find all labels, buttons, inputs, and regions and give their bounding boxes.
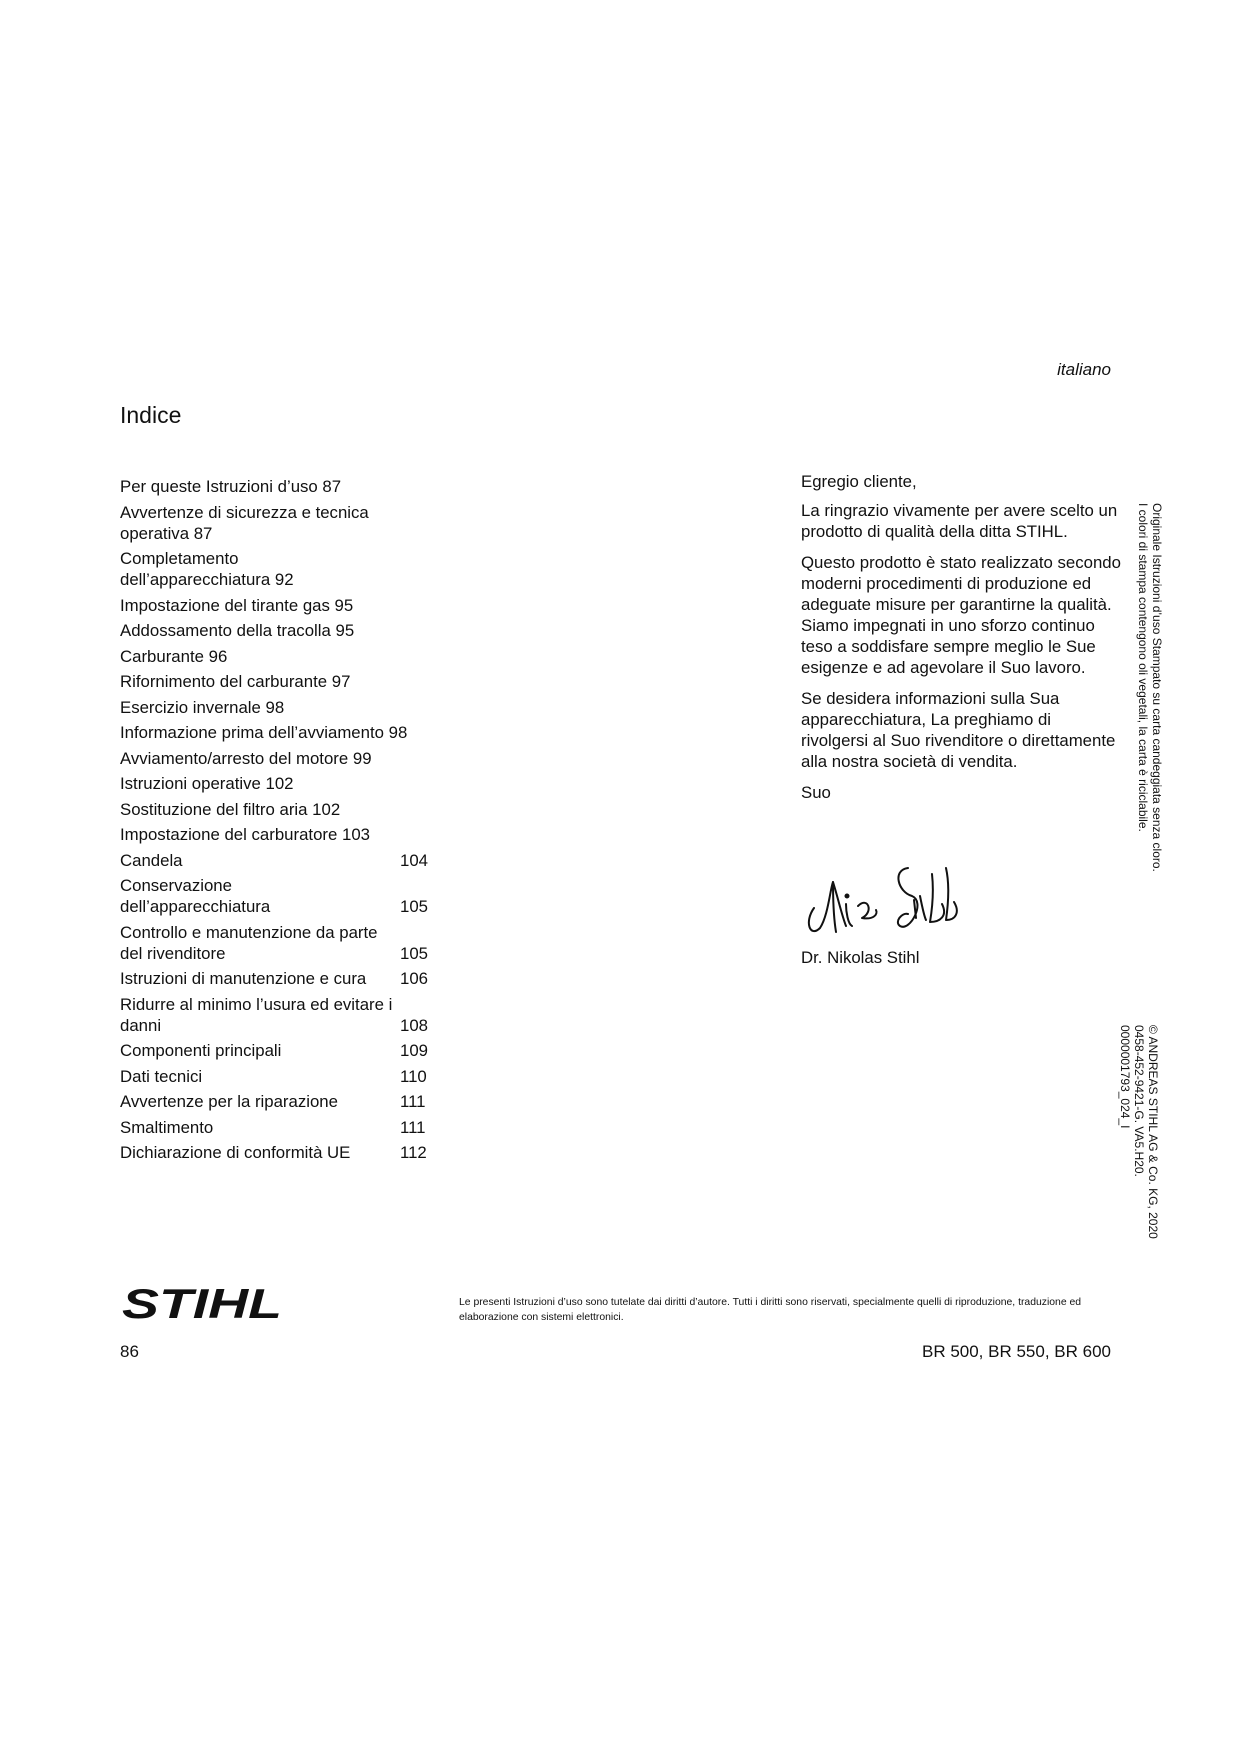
toc-entry-title: Rifornimento del carburante 97 <box>120 672 351 691</box>
toc-entry[interactable] <box>120 799 440 820</box>
print-notes-vertical <box>1136 503 1164 872</box>
toc-entry[interactable] <box>120 748 440 769</box>
toc-entry-title: Ridurre al minimo l’usura ed evitare i danni <box>120 994 393 1035</box>
toc-entry-title: Avvertenze di sicurezza e tecnica operativa 87 <box>120 502 369 543</box>
toc-entry[interactable] <box>120 1040 440 1061</box>
toc-entry-page: 106 <box>400 969 428 988</box>
toc-entry-title: Informazione prima dell’avviamento 98 <box>120 723 408 742</box>
toc-entry[interactable] <box>120 595 440 616</box>
toc-entry-page: 110 <box>400 1066 427 1086</box>
toc-entry-page: 105 <box>400 943 428 963</box>
toc-entry[interactable] <box>120 994 440 1036</box>
toc-entry[interactable] <box>120 1066 440 1087</box>
toc-entry-title: Addossamento della tracolla 95 <box>120 621 355 640</box>
toc-entry-title: Per queste Istruzioni d’uso 87 <box>120 477 342 496</box>
toc-entry[interactable] <box>120 850 440 871</box>
toc-entry-title: Completamento dell’apparecchiatura 92 <box>120 549 294 589</box>
toc-entry-title: Istruzioni operative 102 <box>120 774 294 793</box>
toc-entry[interactable] <box>120 968 440 989</box>
brand-text: STIHL <box>122 1282 282 1324</box>
toc-entry[interactable] <box>120 824 440 845</box>
toc-entry[interactable] <box>120 476 440 497</box>
toc-entry-title: Sostituzione del filtro aria 102 <box>120 799 341 819</box>
toc-entry-title: Componenti principali <box>120 1041 282 1060</box>
print-note-line: I colori di stampa contengono oli vegetali, la carta è riciclabile. <box>1136 503 1150 832</box>
signature-image <box>800 856 970 938</box>
language-label: italiano <box>1057 360 1111 379</box>
letter-paragraph: Se desidera informazioni sulla Sua apparecchiatura, La preghiamo di rivolgersi al Suo rivenditore o direttamente alla nostra società di vendita. <box>801 689 1116 771</box>
toc-entry-page: 112 <box>400 1143 427 1162</box>
toc-entry-title: Dati tecnici <box>120 1066 203 1086</box>
toc-entry-title: Impostazione del carburatore 103 <box>120 825 371 844</box>
copyright-line: © ANDREAS STIHL AG & Co. KG, 2020 <box>1146 1025 1160 1239</box>
toc-entry-page: 109 <box>400 1041 428 1060</box>
toc-entry-page: 105 <box>400 897 428 916</box>
toc-entry-title: Conservazione dell’apparecchiatura <box>120 876 271 916</box>
copyright-vertical <box>1118 1025 1160 1239</box>
page-number: 86 <box>120 1342 139 1361</box>
toc-entry-title: Istruzioni di manutenzione e cura <box>120 969 367 988</box>
toc-entry-title: Avvertenze per la riparazione <box>120 1092 338 1111</box>
toc-entry[interactable] <box>120 502 390 544</box>
document-code: 0458-452-9421-G. VA5.H20. <box>1132 1025 1146 1177</box>
stihl-logo <box>120 1282 286 1324</box>
toc-entry[interactable] <box>120 875 440 917</box>
toc-entry-page: 111 <box>400 1092 426 1111</box>
toc-entry[interactable] <box>120 1142 440 1163</box>
print-note-line: Originale Istruzioni d’uso Stampato su carta candeggiata senza cloro. <box>1150 503 1164 872</box>
toc-entry[interactable] <box>120 646 440 667</box>
toc-entry-title: Avviamento/arresto del motore 99 <box>120 748 372 768</box>
toc-entry-page: 111 <box>400 1117 426 1137</box>
toc-entry-page: 108 <box>400 1015 428 1035</box>
toc-entry-title: Carburante 96 <box>120 646 228 666</box>
table-of-contents <box>120 476 440 1168</box>
toc-entry-title: Esercizio invernale 98 <box>120 697 285 717</box>
letter-salutation: Egregio cliente, <box>801 472 917 491</box>
toc-entry-title: Smaltimento <box>120 1117 214 1137</box>
letter-closing: Suo <box>801 783 831 802</box>
document-code: 0000001793_024_I <box>1118 1025 1132 1129</box>
toc-entry[interactable] <box>120 1117 440 1138</box>
toc-entry[interactable] <box>120 1091 440 1112</box>
letter-paragraph: Questo prodotto è stato realizzato secondo moderni procedimenti di produzione ed adeguate misure per garantirne la qualità. Siamo impegnati in uno sforzo continuo teso a soddisfare sempre meglio le Sue esigenze e ad agevolare il Suo lavoro. <box>801 553 1121 677</box>
toc-entry-title: Impostazione del tirante gas 95 <box>120 595 354 615</box>
copyright-notice: Le presenti Istruzioni d’uso sono tutelate dai diritti d’autore. Tutti i diritti sono riservati, specialmente quelli di riproduzione, traduzione ed elaborazione con sistemi elettronici. <box>459 1297 1082 1323</box>
toc-entry[interactable] <box>120 697 440 718</box>
toc-title: Indice <box>120 402 182 428</box>
toc-entry-title: Dichiarazione di conformità UE <box>120 1143 351 1162</box>
model-names: BR 500, BR 550, BR 600 <box>921 1342 1111 1361</box>
toc-entry-title: Candela <box>120 850 183 870</box>
toc-entry[interactable] <box>120 620 440 641</box>
toc-entry[interactable] <box>120 922 440 964</box>
toc-entry-page: 104 <box>400 850 428 870</box>
signer-name: Dr. Nikolas Stihl <box>801 948 920 967</box>
toc-entry[interactable] <box>120 548 310 590</box>
toc-entry[interactable] <box>120 722 440 743</box>
letter-paragraph: La ringrazio vivamente per avere scelto un prodotto di qualità della ditta STIHL. <box>801 501 1118 541</box>
toc-entry[interactable] <box>120 671 440 692</box>
toc-entry[interactable] <box>120 773 440 794</box>
toc-entry-title: Controllo e manutenzione da parte del rivenditore <box>120 922 378 963</box>
letter-body <box>801 471 1121 813</box>
